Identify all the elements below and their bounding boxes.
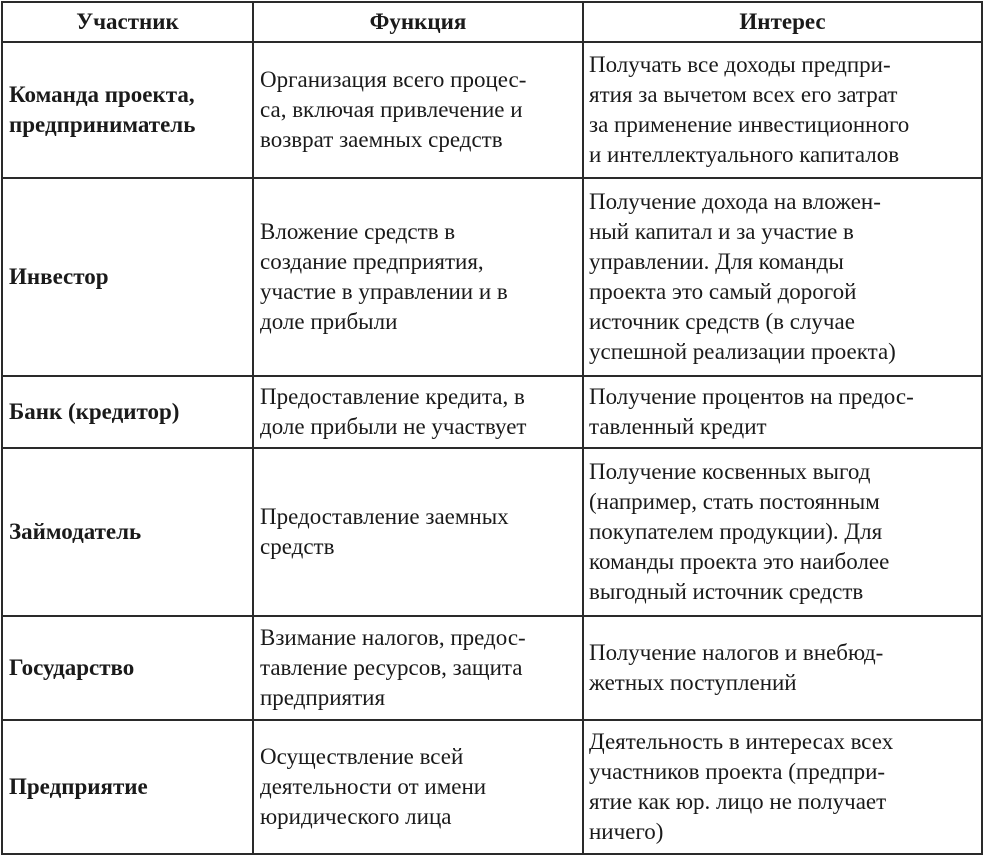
table-row [2,720,982,854]
participants-table [1,1,983,855]
header-interest: Интерес [583,2,982,42]
function-cell: Организация всего процес- са, включая привлечение и возврат заемных средств [253,42,583,178]
table-row [2,448,982,616]
function-cell: Осуществление всей деятельности от имени юридического лица [253,720,583,854]
header-participant: Участник [2,2,253,42]
table-row [2,42,982,178]
table-row [2,616,982,720]
function-cell: Предоставление заемных средств [253,448,583,616]
function-cell: Взимание налогов, предос- тавление ресурсов, защита предприятия [253,616,583,720]
table-row [2,178,982,376]
interest-cell: Получение налогов и внебюд- жетных поступлений [583,616,982,720]
participant-cell: Государство [2,616,253,720]
interest-cell: Получать все доходы предпри- ятия за вычетом всех его затрат за применение инвестиционного и интеллектуального капиталов [583,42,982,178]
interest-cell: Получение косвенных выгод (например, стать постоянным покупателем продукции). Для команды проекта это наиболее выгодный источник средств [583,448,982,616]
header-function: Функция [253,2,583,42]
interest-cell: Получение дохода на вложен- ный капитал и за участие в управлении. Для команды проекта это самый дорогой источник средств (в случае успешной реализации проекта) [583,178,982,376]
participant-cell: Предприятие [2,720,253,854]
function-cell: Вложение средств в создание предприятия, участие в управлении и в доле прибыли [253,178,583,376]
interest-cell: Получение процентов на предос- тавленный кредит [583,376,982,448]
function-cell: Предоставление кредита, в доле прибыли не участвует [253,376,583,448]
participant-cell: Команда проекта, предприниматель [2,42,253,178]
table-row [2,376,982,448]
header-row [2,2,982,42]
participant-cell: Займодатель [2,448,253,616]
participant-cell: Банк (кредитор) [2,376,253,448]
interest-cell: Деятельность в интересах всех участников проекта (предпри- ятие как юр. лицо не получает ничего) [583,720,982,854]
participant-cell: Инвестор [2,178,253,376]
